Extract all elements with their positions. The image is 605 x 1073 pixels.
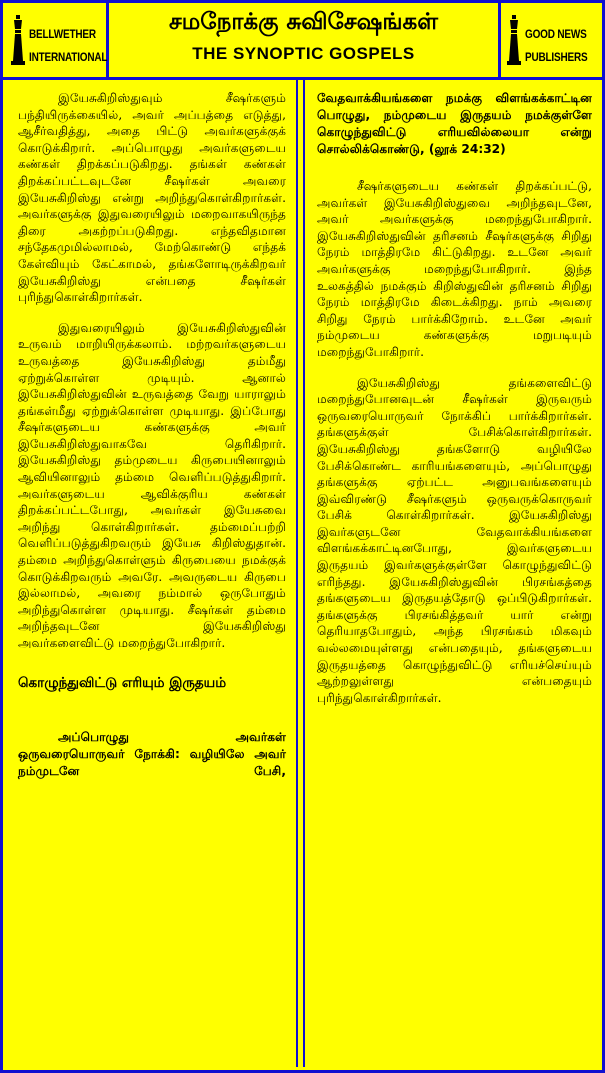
logo-left-line2: INTERNATIONAL	[29, 52, 108, 65]
right-column	[303, 80, 602, 1067]
body-paragraph: சீஷர்களுடைய கண்கள் திறக்கப்பட்டு, அவர்கள் இயேசுகிறிஸ்துவை அறிந்தவுடனே, அவர் அவர்களுக்கு மறைந்துபோகிறார். இயேசுகிறிஸ்துவின் தரிசனம் சீஷர்களுக்கு சிறிது நேரம் மாத்திரமே கிட்டுகிறது. உடனே அவர் அவர்களுக்கு மறைந்துபோகிறார். இந்த உலகத்தில் நமக்கும் கிறிஸ்துவின் தரிசனம் சிறிது நேரம் மாத்திரமே கிடைக்கிறது. நாம் அவரை சிறிது நேரம் பார்க்கிறோம். உடனே அவர் நம்முடைய கண்களுக்கு மறுபடியும் மறைந்துபோகிறார்.	[317, 179, 592, 359]
body-paragraph: இதுவரையிலும் இயேசுகிறிஸ்துவின் உருவம் மாறியிருக்கலாம். மற்றவர்களுடைய உருவத்தை இயேசுகிறிஸ்து தம்மீது ஏற்றுக்கொள்ள முடியும். ஆனால் இயேசுகிறிஸ்துவின் உருவத்தை வேறு யாராலும் தங்கள்மீது ஏற்றுக்கொள்ள முடியாது. இப்போது சீஷர்களுடைய கண்களுக்கு அவர் இயேசுகிறிஸ்துவாகவே தெரிகிறார். இயேசுகிறிஸ்து தம்முடைய கிருபையினாலும் ஆவியினாலும் தம்மை வெளிப்படுத்துகிறார். அவர்களுடைய ஆவிக்குரிய கண்கள் திறக்கப்பட்டபோது, அவர்கள் இயேசுவை அறிந்து கொள்கிறார்கள். தம்மைப்பற்றி வெளிப்படுத்துகிறவரும் இயேசு கிறிஸ்துதான். தம்மை அறிந்துகொள்ளும் கிருபையை நமக்குக் கொடுக்கிறவரும் அவரே. அவருடைய கிருபை இல்லாமல், அவரை நம்மால் ஒருபோதும் அறிந்துகொள்ள முடியாது. சீஷர்கள் தம்மை அறிந்தவுடனே இயேசுகிறிஸ்து அவர்களைவிட்டு மறைந்துபோகிறார்.	[18, 320, 286, 650]
page-title-english: THE SYNOPTIC GOSPELS	[192, 44, 415, 63]
header-banner	[0, 0, 605, 80]
logo-left-line1: BELLWETHER	[29, 29, 96, 42]
page-title-tamil: சமநோக்கு சுவிசேஷங்கள்	[169, 9, 438, 35]
logo-right-line2: PUBLISHERS	[525, 52, 588, 65]
lamp-tower-icon	[507, 15, 521, 65]
title-block	[109, 3, 498, 77]
lead-paragraph: அப்பொழுது அவர்கள் ஒருவரையொருவர் நோக்கி: வழியிலே அவர் நம்முடனே பேசி,	[18, 729, 286, 778]
logo-right-line1: GOOD NEWS	[525, 29, 587, 42]
content-frame	[0, 80, 605, 1073]
lamp-tower-icon	[11, 15, 25, 65]
body-paragraph: இயேசுகிறிஸ்து தங்களைவிட்டு மறைந்துபோனவுடன் சீஷர்கள் இருவரும் ஒருவரையொருவர் நோக்கிப் பார்க்கிறார்கள். தங்களுக்குள் பேசிக்கொள்கிறார்கள். இயேசுகிறிஸ்து தங்களோடு வழியிலே பேசிக்கொண்ட காரியங்களையும், அப்பொழுது தங்களுக்கு ஏற்பட்ட அனுபவங்களையும் இவ்விரண்டு சீஷர்களும் ஒருவருக்கொருவர் பேசிக் கொள்கிறார்கள். இயேசுகிறிஸ்து இவர்களுடனே வேதவாக்கியங்களை விளங்கக்காட்டினபோது, இவர்களுடைய இருதயம் இவர்களுக்குள்ளே கொழுந்துவிட்டு எரிந்தது. இயேசுகிறிஸ்துவின் பிரசங்கத்தை தங்களுடைய இருதயத்தோடு ஒப்பிடுகிறார்கள். தங்களுக்கு பிரசங்கித்தவர் யார் என்று தெரியாதபோதும், அந்த பிரசங்கம் மிகவும் வல்லமையுள்ளது என்பதையும், தங்களுடைய இருதயத்தை கொழுந்துவிட்டு எரியச்செய்யும் ஆற்றலுள்ளது என்பதையும் புரிந்துகொள்கிறார்கள்.	[317, 375, 592, 705]
section-heading: கொழுந்துவிட்டு எரியும் இருதயம்	[18, 674, 227, 691]
publisher-logo-right	[498, 3, 602, 77]
publisher-logo-left	[3, 3, 109, 77]
left-column	[6, 80, 298, 1067]
body-paragraph: இயேசுகிறிஸ்துவும் சீஷர்களும் பந்தியிருக்கையில், அவர் அப்பத்தை எடுத்து, ஆசீர்வதித்து, அதை பிட்டு அவர்களுக்குக் கொடுக்கிறார். அப்பொழுது அவர்களுடைய கண்கள் திறக்கப்படுகிறது. தங்கள் கண்கள் திறக்கப்பட்டவுடனே சீஷர்கள் அவரை இயேசுகிறிஸ்து என்று அறிந்துகொள்கிறார்கள். அவர்களுக்கு இதுவரையிலும் மறைவாகயிருந்த திரை அகற்றப்படுகிறது. எந்தவிதமான சந்தேகமுமில்லாமல், மேற்கொண்டு எந்தக் கேள்வியும் கேட்காமல், தங்களோடிருக்கிறவர் இயேசுகிறிஸ்து என்பதை சீஷர்கள் புரிந்துகொள்கிறார்கள்.	[18, 91, 286, 305]
scripture-quote: வேதவாக்கியங்களை நமக்கு விளங்கக்காட்டின பொழுது, நம்முடைய இருதயம் நமக்குள்ளே கொழுந்துவிட்டு எரியவில்லையா என்று சொல்லிக்கொண்டு, (லூக் 24:32)	[317, 91, 592, 156]
